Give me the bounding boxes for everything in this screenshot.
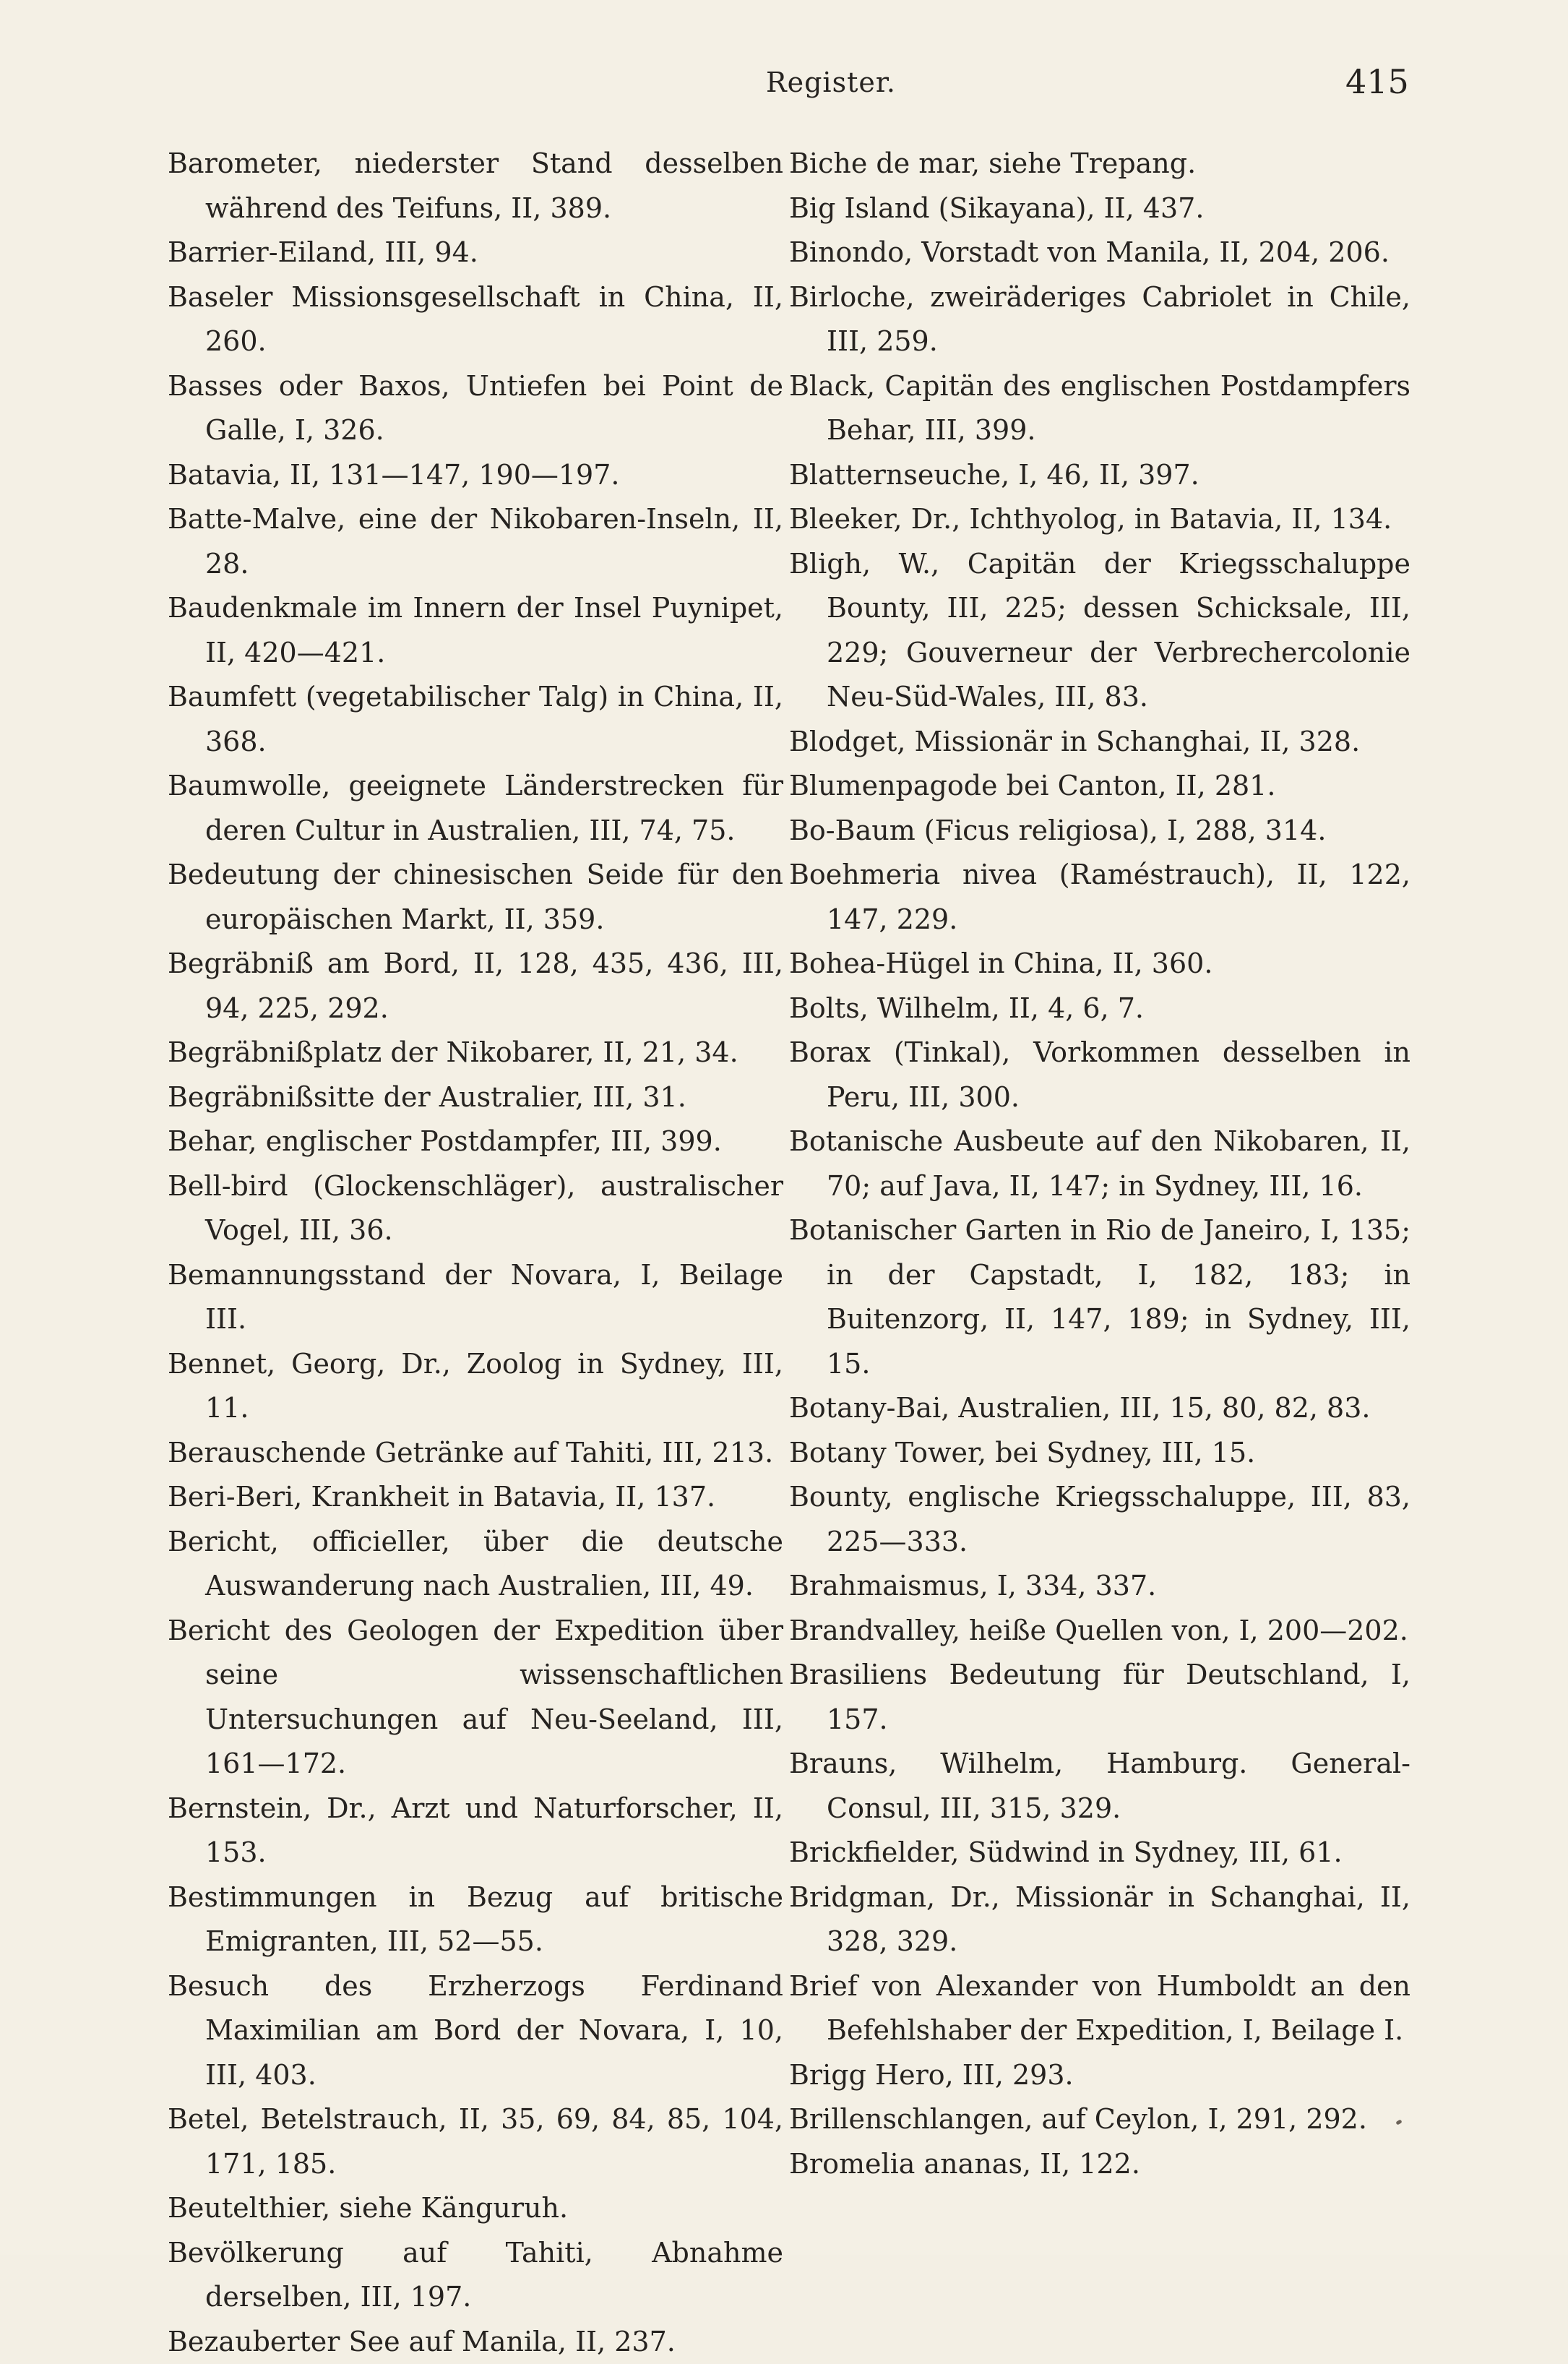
index-entry: Berauschende Getränke auf Tahiti, III, 213. bbox=[168, 1431, 783, 1476]
index-entry: Behar, englischer Postdampfer, III, 399. bbox=[168, 1119, 783, 1164]
index-entry: Bericht, officieller, über die deutsche Auswanderung nach Australien, III, 49. bbox=[168, 1520, 783, 1609]
index-entry: Bohea-Hügel in China, II, 360. bbox=[789, 942, 1410, 987]
index-entry: Bell-bird (Glockenschläger), australischer Vogel, III, 36. bbox=[168, 1164, 783, 1253]
index-entry: Botanische Ausbeute auf den Nikobaren, II, 70; auf Java, II, 147; in Sydney, III, 16. bbox=[789, 1119, 1410, 1208]
index-entry: Bedeutung der chinesischen Seide für den europäischen Markt, II, 359. bbox=[168, 853, 783, 942]
index-entry: Bligh, W., Capitän der Kriegsschaluppe Bounty, III, 225; dessen Schicksale, III, 229; Gouverneur der Verbrechercolonie Neu-Süd-Wales, III, 83. bbox=[789, 542, 1410, 720]
index-entry: Baumwolle, geeignete Länderstrecken für deren Cultur in Australien, III, 74, 75. bbox=[168, 764, 783, 853]
index-entry: Barrier-Eiland, III, 94. bbox=[168, 231, 783, 275]
index-entry: Batavia, II, 131—147, 190—197. bbox=[168, 453, 783, 498]
index-entry: Birloche, zweiräderiges Cabriolet in Chile, III, 259. bbox=[789, 275, 1410, 364]
index-entry: Bericht des Geologen der Expedition über seine wissenschaftlichen Untersuchungen auf Neu-Seeland, III, 161—172. bbox=[168, 1609, 783, 1787]
index-entry: Batte-Malve, eine der Nikobaren-Inseln, II, 28. bbox=[168, 497, 783, 586]
index-entry: Bounty, englische Kriegsschaluppe, III, 83, 225—333. bbox=[789, 1475, 1410, 1564]
index-entry: Baumfett (vegetabilischer Talg) in China, II, 368. bbox=[168, 675, 783, 764]
index-entry: Begräbnißplatz der Nikobarer, II, 21, 34. bbox=[168, 1031, 783, 1075]
index-entry: Bleeker, Dr., Ichthyolog, in Batavia, II, 134. bbox=[789, 497, 1410, 542]
index-entry: Blumenpagode bei Canton, II, 281. bbox=[789, 764, 1410, 809]
index-entry: Big Island (Sikayana), II, 437. bbox=[789, 186, 1410, 231]
index-entry: Bennet, Georg, Dr., Zoolog in Sydney, III, 11. bbox=[168, 1342, 783, 1431]
index-entry: Boehmeria nivea (Raméstrauch), II, 122, 147, 229. bbox=[789, 853, 1410, 942]
index-entry: Biche de mar, siehe Trepang. bbox=[789, 142, 1410, 186]
index-entry: Beutelthier, siehe Känguruh. bbox=[168, 2186, 783, 2231]
index-entry: Bestimmungen in Bezug auf britische Emigranten, III, 52—55. bbox=[168, 1875, 783, 1964]
index-entry: Brasiliens Bedeutung für Deutschland, I, 157. bbox=[789, 1653, 1410, 1742]
index-entry: Blodget, Missionär in Schanghai, II, 328. bbox=[789, 720, 1410, 765]
index-entry: Bromelia ananas, II, 122. bbox=[789, 2142, 1410, 2187]
index-entry: Bernstein, Dr., Arzt und Naturforscher, II, 153. bbox=[168, 1787, 783, 1875]
index-entry: Beri-Beri, Krankheit in Batavia, II, 137. bbox=[168, 1475, 783, 1520]
index-entry: Botanischer Garten in Rio de Janeiro, I, 135; in der Capstadt, I, 182, 183; in Buitenzorg, II, 147, 189; in Sydney, III, 15. bbox=[789, 1208, 1410, 1386]
index-entry: Besuch des Erzherzogs Ferdinand Maximilian am Bord der Novara, I, 10, III, 403. bbox=[168, 1964, 783, 2098]
page-number: 415 bbox=[1345, 62, 1409, 101]
index-entry: Brillenschlangen, auf Ceylon, I, 291, 292. bbox=[789, 2097, 1410, 2142]
index-entry: Bezauberter See auf Manila, II, 237. bbox=[168, 2320, 783, 2364]
index-entry: Bolts, Wilhelm, II, 4, 6, 7. bbox=[789, 987, 1410, 1031]
index-entry: Barometer, niederster Stand desselben während des Teifuns, II, 389. bbox=[168, 142, 783, 231]
index-entry: Betel, Betelstrauch, II, 35, 69, 84, 85, 104, 171, 185. bbox=[168, 2097, 783, 2186]
index-entry: Black, Capitän des englischen Postdampfers Behar, III, 399. bbox=[789, 364, 1410, 453]
index-entry: Brauns, Wilhelm, Hamburg. General-Consul, III, 315, 329. bbox=[789, 1742, 1410, 1831]
index-entry: Brigg Hero, III, 293. bbox=[789, 2053, 1410, 2098]
index-column-right bbox=[789, 142, 1410, 2186]
index-entry: Begräbnißsitte der Australier, III, 31. bbox=[168, 1075, 783, 1120]
index-entry: Brahmaismus, I, 334, 337. bbox=[789, 1564, 1410, 1609]
index-entry: Blatternseuche, I, 46, II, 397. bbox=[789, 453, 1410, 498]
index-entry: Baudenkmale im Innern der Insel Puynipet, II, 420—421. bbox=[168, 586, 783, 675]
index-entry: Basses oder Baxos, Untiefen bei Point de Galle, I, 326. bbox=[168, 364, 783, 453]
index-entry: Botany Tower, bei Sydney, III, 15. bbox=[789, 1431, 1410, 1476]
index-entry: Binondo, Vorstadt von Manila, II, 204, 206. bbox=[789, 231, 1410, 275]
index-entry: Bo-Baum (Ficus religiosa), I, 288, 314. bbox=[789, 809, 1410, 854]
index-entry: Borax (Tinkal), Vorkommen desselben in Peru, III, 300. bbox=[789, 1031, 1410, 1119]
index-entry: Brandvalley, heiße Quellen von, I, 200—202. bbox=[789, 1609, 1410, 1654]
index-entry: Brief von Alexander von Humboldt an den Befehlshaber der Expedition, I, Beilage I. bbox=[789, 1964, 1410, 2053]
index-entry: Brickfielder, Südwind in Sydney, III, 61. bbox=[789, 1831, 1410, 1875]
index-entry: Botany-Bai, Australien, III, 15, 80, 82, 83. bbox=[789, 1386, 1410, 1431]
index-column-left bbox=[168, 142, 783, 2364]
index-entry: Bevölkerung auf Tahiti, Abnahme derselben, III, 197. bbox=[168, 2231, 783, 2320]
index-entry: Baseler Missionsgesellschaft in China, II, 260. bbox=[168, 275, 783, 364]
index-entry: Bemannungsstand der Novara, I, Beilage III. bbox=[168, 1253, 783, 1342]
running-head: Register. bbox=[766, 66, 896, 98]
index-entry: Bridgman, Dr., Missionär in Schanghai, II, 328, 329. bbox=[789, 1875, 1410, 1964]
index-entry: Begräbniß am Bord, II, 128, 435, 436, III, 94, 225, 292. bbox=[168, 942, 783, 1031]
